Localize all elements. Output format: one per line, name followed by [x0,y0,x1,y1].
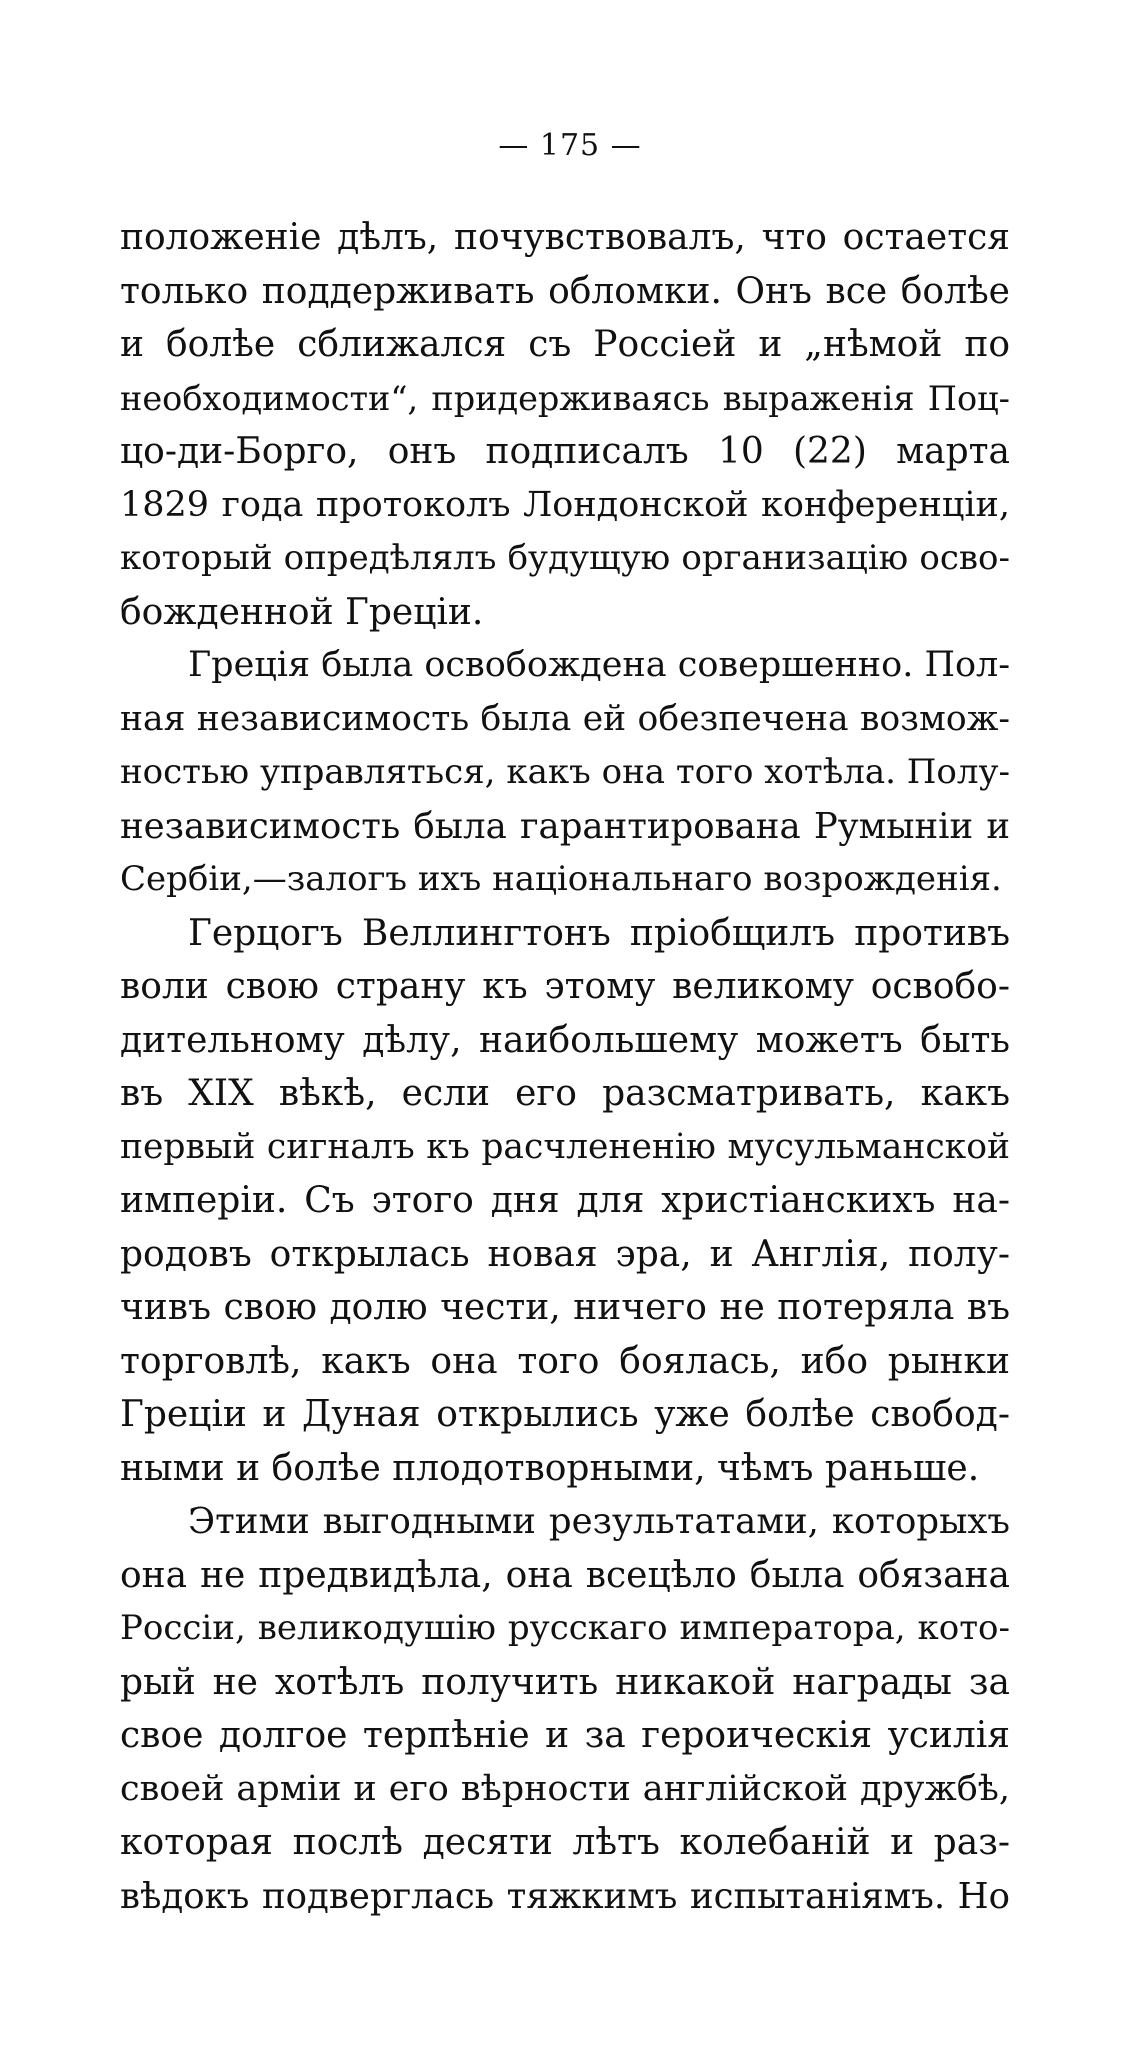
text-line: только поддерживать обломки. Онъ все болѣе [120,270,1010,312]
text-line: Греціи и Дуная открылись уже болѣе свобод- [120,1394,1010,1435]
text-line: ностью управляться, какъ она того хотѣла. Полу- [120,752,1010,792]
text-line: Герцогъ Веллингтонъ пріобщилъ противъ [188,912,1010,954]
text-line: божденной Греціи. [120,591,484,633]
text-line: Россіи, великодушію русскаго императора, кото- [120,1608,1010,1648]
text-line: независимость была гарантирована Румыніи и [120,805,1010,847]
text-line: чивъ свою долю чести, ничего не потеряла въ [120,1287,1010,1328]
text-line: цо-ди-Борго, онъ подписалъ 10 (22) марта [120,431,1010,472]
text-line: 1829 года протоколъ Лондонской конференціи, [120,484,1010,525]
text-line: необходимости“, придерживаясь выраженія Поц- [120,378,1010,418]
text-line: которая послѣ десяти лѣтъ колебаній и раз- [120,1822,1010,1863]
text-line: свое долгое терпѣніе и за героическія усилія [120,1715,1010,1756]
text-line: первый сигналъ къ расчлененію мусульманской [120,1126,1010,1167]
text-line: рый не хотѣлъ получить никакой награды за [120,1661,1010,1703]
text-line: положеніе дѣлъ, почувствовалъ, что остается [120,217,1010,258]
text-line: вѣдокъ подверглась тяжкимъ испытаніямъ. Но [120,1875,1010,1917]
text-line: имперіи. Съ этого дня для христіанскихъ на- [120,1180,1010,1221]
page-number: — 175 — [498,128,642,163]
text-line: своей арміи и его вѣрности англійской дружбѣ, [120,1768,1010,1809]
text-line: ными и болѣе плодотворными, чѣмъ раньше. [120,1447,980,1489]
text-line: торговлѣ, какъ она того боялась, ибо рынки [120,1340,1010,1382]
text-line: ная независимость была ей обезпечена возмож- [120,698,1010,739]
text-line: который опредѣлялъ будущую организацію осво- [120,538,1010,578]
text-line: воли свою страну къ этому великому освобо- [120,966,1010,1007]
text-line: Этими выгодными результатами, которыхъ [188,1501,1010,1542]
text-line: она не предвидѣла, она всецѣло была обязана [120,1554,1010,1596]
text-line: и болѣе сближался съ Россіей и „нѣмой по [120,324,1010,365]
text-line: въ XIX вѣкѣ, если его разсматривать, какъ [120,1073,1010,1114]
text-line: родовъ открылась новая эра, и Англія, полу- [120,1233,1010,1275]
text-line: дительному дѣлу, наибольшему можетъ быть [120,1019,1010,1061]
body-text [120,211,1010,1923]
text-line: Сербіи,—залогъ ихъ національнаго возрожденія. [120,859,1002,899]
text-line: Греція была освобождена совершенно. Пол- [188,645,1011,685]
